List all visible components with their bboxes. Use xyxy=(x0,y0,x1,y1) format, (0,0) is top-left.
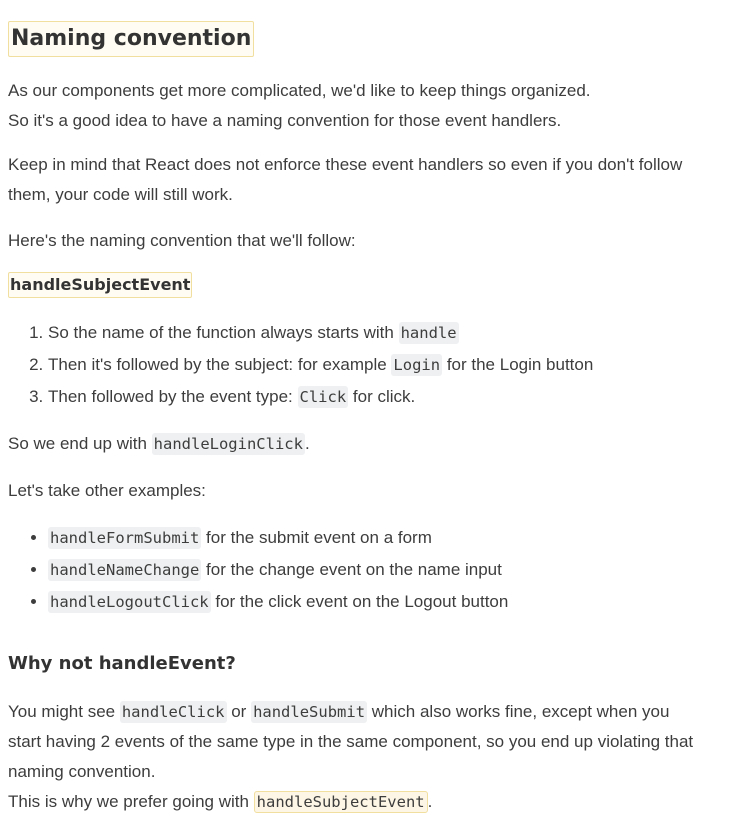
other-intro-paragraph: Let's take other examples: xyxy=(8,481,206,500)
pattern-highlight: handleSubjectEvent xyxy=(8,272,192,298)
list-item xyxy=(48,586,735,618)
why-last-text: This is why we prefer going with xyxy=(8,792,254,811)
inline-code: handleLoginClick xyxy=(153,435,303,453)
list-item xyxy=(48,381,735,413)
step-text: Then it's followed by the subject: for example xyxy=(48,355,392,374)
example-text: for the submit event on a form xyxy=(201,528,432,547)
why-paragraph xyxy=(8,697,698,817)
inline-code: handleClick xyxy=(121,703,225,721)
step-text: So the name of the function always starts with xyxy=(48,323,399,342)
page-title: Naming convention xyxy=(11,26,252,51)
why-last-text: . xyxy=(427,792,433,811)
end-up-paragraph xyxy=(8,429,735,459)
list-item xyxy=(48,522,735,554)
inline-code: handleLogoutClick xyxy=(50,593,209,611)
end-up-text: . xyxy=(304,434,310,453)
list-item xyxy=(48,554,735,586)
keep-in-mind-paragraph: Keep in mind that React does not enforce these event handlers so even if you don't follow them, your code will still work. xyxy=(8,155,683,204)
examples-list xyxy=(8,522,735,618)
list-item xyxy=(48,317,735,349)
intro-line-2: So it's a good idea to have a naming convention for those event handlers. xyxy=(8,111,562,130)
step-text: for click. xyxy=(348,387,416,406)
example-text: for the change event on the name input xyxy=(201,560,502,579)
inline-code: handleSubmit xyxy=(253,703,366,721)
inline-code: Click xyxy=(299,388,347,406)
intro-line-1: As our components get more complicated, we'd like to keep things organized. xyxy=(8,81,591,100)
steps-list xyxy=(8,317,735,413)
why-text: which also works fine, except when you start having 2 events of the same type in the same component, so you end up violating that naming convention. xyxy=(8,702,694,781)
title-highlight xyxy=(8,21,254,57)
section-heading: Why not handleEvent? xyxy=(8,653,236,674)
why-text: You might see xyxy=(8,702,120,721)
list-item xyxy=(48,349,735,381)
inline-code: Login xyxy=(393,356,441,374)
end-up-text: So we end up with xyxy=(8,434,152,453)
inline-code: handleNameChange xyxy=(50,561,200,579)
inline-code: handleFormSubmit xyxy=(50,529,200,547)
inline-code: handleSubjectEvent xyxy=(254,791,428,813)
why-text: or xyxy=(226,702,252,721)
intro-paragraph xyxy=(8,76,735,136)
step-text: for the Login button xyxy=(442,355,594,374)
inline-code: handle xyxy=(400,324,457,342)
example-text: for the click event on the Logout button xyxy=(210,592,509,611)
step-text: Then followed by the event type: xyxy=(48,387,298,406)
follow-intro-paragraph: Here's the naming convention that we'll follow: xyxy=(8,231,356,250)
